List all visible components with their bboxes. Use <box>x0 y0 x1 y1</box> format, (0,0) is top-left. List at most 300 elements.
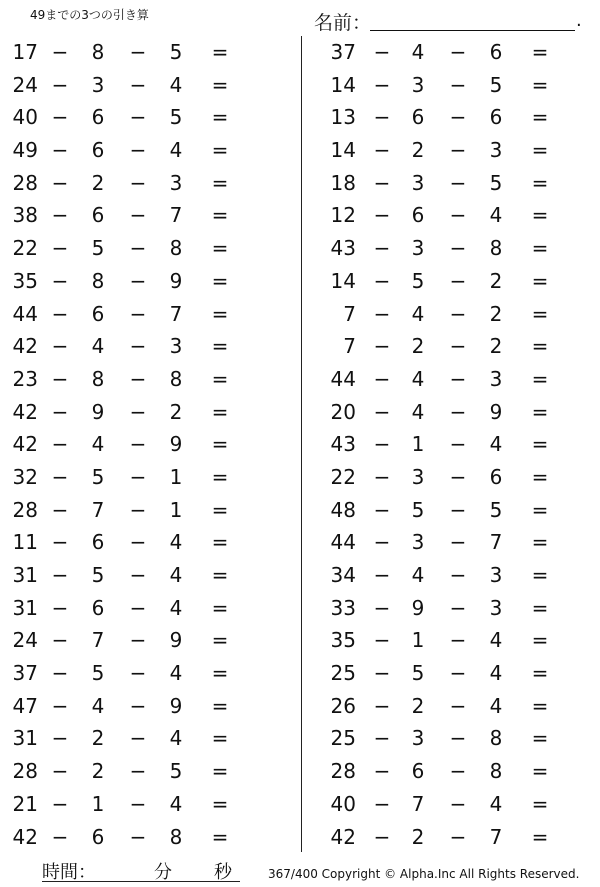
minus-sign: − <box>51 236 69 261</box>
problem-row <box>0 494 280 527</box>
minus-sign: − <box>51 791 69 816</box>
first-number: 40 <box>12 105 38 130</box>
third-number: 4 <box>489 203 503 228</box>
first-number: 43 <box>330 432 356 457</box>
problem-row <box>320 428 600 461</box>
second-number: 5 <box>411 661 425 686</box>
first-number: 7 <box>343 334 356 359</box>
third-number: 7 <box>169 203 183 228</box>
minus-sign: − <box>129 464 147 489</box>
third-number: 9 <box>169 432 183 457</box>
second-number: 3 <box>411 464 425 489</box>
problem-row <box>320 722 600 755</box>
equals-sign: = <box>531 661 549 686</box>
minus-sign: − <box>449 105 467 130</box>
second-number: 6 <box>91 595 105 620</box>
third-number: 9 <box>169 693 183 718</box>
problem-row <box>0 788 280 821</box>
second-number: 4 <box>411 40 425 64</box>
equals-sign: = <box>531 138 549 163</box>
second-number: 5 <box>411 268 425 293</box>
minus-sign: − <box>449 366 467 391</box>
minus-sign: − <box>373 563 391 587</box>
equals-sign: = <box>531 791 549 816</box>
second-number: 6 <box>91 530 105 555</box>
equals-sign: = <box>211 791 229 816</box>
third-number: 9 <box>169 628 183 653</box>
first-number: 37 <box>12 661 38 686</box>
equals-sign: = <box>531 170 549 195</box>
equals-sign: = <box>211 661 229 686</box>
minus-sign: − <box>373 759 391 784</box>
first-number: 49 <box>12 138 38 163</box>
third-number: 8 <box>489 759 503 784</box>
problem-row <box>320 134 600 167</box>
third-number: 8 <box>489 726 503 751</box>
problem-row <box>0 592 280 625</box>
minus-sign: − <box>51 595 69 620</box>
third-number: 8 <box>489 236 503 261</box>
problem-row <box>0 722 280 755</box>
minus-sign: − <box>129 628 147 653</box>
second-number: 3 <box>411 170 425 195</box>
second-number: 4 <box>91 432 105 457</box>
first-number: 38 <box>12 203 38 228</box>
equals-sign: = <box>531 236 549 261</box>
second-number: 2 <box>411 334 425 359</box>
minus-sign: − <box>51 72 69 97</box>
name-label: 名前： <box>314 12 372 34</box>
minus-sign: − <box>51 138 69 163</box>
minus-sign: − <box>449 595 467 620</box>
second-number: 9 <box>411 595 425 620</box>
first-number: 24 <box>12 628 38 653</box>
equals-sign: = <box>531 105 549 130</box>
first-number: 28 <box>330 759 356 784</box>
second-number: 6 <box>91 105 105 130</box>
minus-sign: − <box>51 366 69 391</box>
problem-row <box>0 101 280 134</box>
equals-sign: = <box>211 301 229 326</box>
equals-sign: = <box>211 595 229 620</box>
third-number: 3 <box>169 334 183 359</box>
minutes-label: 分 <box>154 862 172 883</box>
problem-row <box>0 363 280 396</box>
problem-row <box>0 624 280 657</box>
minus-sign: − <box>129 301 147 326</box>
first-number: 47 <box>12 693 38 718</box>
problem-row <box>320 167 600 200</box>
time-underline <box>42 881 240 882</box>
equals-sign: = <box>531 334 549 359</box>
equals-sign: = <box>211 170 229 195</box>
problem-row <box>0 265 280 298</box>
minus-sign: − <box>129 661 147 686</box>
second-number: 6 <box>411 105 425 130</box>
minus-sign: − <box>449 334 467 359</box>
minus-sign: − <box>129 40 147 64</box>
copyright-notice: 367/400 Copyright © Alpha.Inc All Rights Reserved. <box>268 867 580 881</box>
second-number: 3 <box>411 72 425 97</box>
minus-sign: − <box>373 334 391 359</box>
first-number: 25 <box>330 726 356 751</box>
problem-row <box>320 265 600 298</box>
second-number: 5 <box>91 661 105 686</box>
equals-sign: = <box>531 399 549 424</box>
minus-sign: − <box>51 693 69 718</box>
problem-row <box>320 36 600 69</box>
second-number: 7 <box>411 791 425 816</box>
equals-sign: = <box>211 432 229 457</box>
minus-sign: − <box>373 268 391 293</box>
equals-sign: = <box>211 236 229 261</box>
problem-row <box>320 821 600 854</box>
first-number: 20 <box>330 399 356 424</box>
third-number: 3 <box>489 138 503 163</box>
equals-sign: = <box>531 301 549 326</box>
minus-sign: − <box>449 170 467 195</box>
minus-sign: − <box>51 40 69 64</box>
problem-row <box>0 755 280 788</box>
equals-sign: = <box>531 824 549 849</box>
first-number: 48 <box>330 497 356 522</box>
equals-sign: = <box>211 497 229 522</box>
second-number: 6 <box>411 759 425 784</box>
second-number: 2 <box>411 824 425 849</box>
first-number: 22 <box>12 236 38 261</box>
minus-sign: − <box>449 824 467 849</box>
minus-sign: − <box>373 236 391 261</box>
first-number: 32 <box>12 464 38 489</box>
third-number: 6 <box>489 464 503 489</box>
third-number: 4 <box>169 563 183 587</box>
second-number: 2 <box>91 726 105 751</box>
problem-row <box>0 526 280 559</box>
second-number: 5 <box>91 236 105 261</box>
minus-sign: − <box>373 301 391 326</box>
minus-sign: − <box>373 824 391 849</box>
name-end-mark: . <box>576 10 582 31</box>
minus-sign: − <box>51 661 69 686</box>
first-number: 25 <box>330 661 356 686</box>
equals-sign: = <box>531 595 549 620</box>
equals-sign: = <box>531 464 549 489</box>
second-number: 8 <box>91 40 105 64</box>
problem-row <box>320 396 600 429</box>
minus-sign: − <box>129 693 147 718</box>
second-number: 2 <box>411 138 425 163</box>
third-number: 5 <box>489 72 503 97</box>
first-number: 33 <box>330 595 356 620</box>
equals-sign: = <box>211 693 229 718</box>
second-number: 3 <box>411 236 425 261</box>
problem-row <box>320 592 600 625</box>
minus-sign: − <box>449 203 467 228</box>
third-number: 7 <box>169 301 183 326</box>
second-number: 7 <box>91 497 105 522</box>
third-number: 5 <box>169 759 183 784</box>
second-number: 1 <box>411 628 425 653</box>
minus-sign: − <box>373 170 391 195</box>
third-number: 4 <box>169 530 183 555</box>
minus-sign: − <box>373 432 391 457</box>
second-number: 6 <box>91 301 105 326</box>
minus-sign: − <box>51 824 69 849</box>
first-number: 42 <box>12 334 38 359</box>
equals-sign: = <box>211 366 229 391</box>
minus-sign: − <box>449 432 467 457</box>
problem-column-left <box>0 36 280 853</box>
third-number: 5 <box>169 40 183 64</box>
minus-sign: − <box>129 334 147 359</box>
second-number: 5 <box>411 497 425 522</box>
first-number: 14 <box>330 72 356 97</box>
minus-sign: − <box>373 497 391 522</box>
time-label: 時間： <box>42 862 96 883</box>
second-number: 1 <box>91 791 105 816</box>
third-number: 1 <box>169 464 183 489</box>
minus-sign: − <box>373 791 391 816</box>
first-number: 34 <box>330 563 356 587</box>
first-number: 7 <box>343 301 356 326</box>
equals-sign: = <box>211 72 229 97</box>
minus-sign: − <box>373 138 391 163</box>
minus-sign: − <box>449 791 467 816</box>
equals-sign: = <box>531 530 549 555</box>
third-number: 3 <box>169 170 183 195</box>
problem-row <box>0 232 280 265</box>
minus-sign: − <box>449 268 467 293</box>
equals-sign: = <box>211 334 229 359</box>
minus-sign: − <box>373 105 391 130</box>
first-number: 21 <box>12 791 38 816</box>
minus-sign: − <box>129 399 147 424</box>
third-number: 4 <box>489 661 503 686</box>
first-number: 37 <box>330 40 356 64</box>
minus-sign: − <box>129 595 147 620</box>
first-number: 31 <box>12 595 38 620</box>
minus-sign: − <box>373 40 391 64</box>
third-number: 4 <box>489 693 503 718</box>
first-number: 42 <box>330 824 356 849</box>
minus-sign: − <box>373 203 391 228</box>
first-number: 12 <box>330 203 356 228</box>
minus-sign: − <box>373 628 391 653</box>
column-divider <box>301 36 302 852</box>
first-number: 28 <box>12 759 38 784</box>
third-number: 4 <box>169 138 183 163</box>
minus-sign: − <box>129 236 147 261</box>
second-number: 6 <box>91 138 105 163</box>
second-number: 1 <box>411 432 425 457</box>
problem-row <box>320 690 600 723</box>
third-number: 3 <box>489 595 503 620</box>
minus-sign: − <box>449 628 467 653</box>
minus-sign: − <box>449 236 467 261</box>
equals-sign: = <box>211 824 229 849</box>
minus-sign: − <box>449 726 467 751</box>
third-number: 2 <box>489 268 503 293</box>
minus-sign: − <box>51 432 69 457</box>
minus-sign: − <box>129 170 147 195</box>
third-number: 2 <box>169 399 183 424</box>
second-number: 6 <box>91 824 105 849</box>
problem-row <box>0 461 280 494</box>
second-number: 4 <box>411 399 425 424</box>
first-number: 44 <box>330 366 356 391</box>
seconds-label: 秒 <box>214 862 232 883</box>
first-number: 40 <box>330 791 356 816</box>
worksheet-title: 49までの3つの引き算 <box>30 8 149 22</box>
problem-row <box>320 199 600 232</box>
second-number: 8 <box>91 366 105 391</box>
equals-sign: = <box>211 40 229 64</box>
minus-sign: − <box>129 824 147 849</box>
equals-sign: = <box>211 268 229 293</box>
third-number: 5 <box>489 170 503 195</box>
first-number: 31 <box>12 726 38 751</box>
first-number: 28 <box>12 170 38 195</box>
second-number: 8 <box>91 268 105 293</box>
minus-sign: − <box>51 497 69 522</box>
minus-sign: − <box>449 72 467 97</box>
second-number: 3 <box>411 530 425 555</box>
equals-sign: = <box>211 563 229 587</box>
minus-sign: − <box>51 628 69 653</box>
equals-sign: = <box>531 40 549 64</box>
equals-sign: = <box>211 203 229 228</box>
problem-row <box>320 526 600 559</box>
second-number: 4 <box>91 334 105 359</box>
equals-sign: = <box>211 726 229 751</box>
minus-sign: − <box>51 203 69 228</box>
second-number: 3 <box>91 72 105 97</box>
minus-sign: − <box>51 399 69 424</box>
equals-sign: = <box>531 366 549 391</box>
problem-row <box>320 788 600 821</box>
first-number: 44 <box>12 301 38 326</box>
minus-sign: − <box>51 464 69 489</box>
first-number: 35 <box>12 268 38 293</box>
second-number: 3 <box>411 726 425 751</box>
second-number: 5 <box>91 464 105 489</box>
minus-sign: − <box>449 563 467 587</box>
first-number: 11 <box>12 530 38 555</box>
first-number: 26 <box>330 693 356 718</box>
equals-sign: = <box>211 759 229 784</box>
third-number: 5 <box>489 497 503 522</box>
minus-sign: − <box>129 268 147 293</box>
third-number: 7 <box>489 824 503 849</box>
minus-sign: − <box>129 563 147 587</box>
problem-row <box>0 559 280 592</box>
first-number: 42 <box>12 399 38 424</box>
minus-sign: − <box>51 563 69 587</box>
minus-sign: − <box>129 497 147 522</box>
minus-sign: − <box>449 301 467 326</box>
second-number: 4 <box>411 366 425 391</box>
minus-sign: − <box>129 203 147 228</box>
third-number: 4 <box>169 72 183 97</box>
minus-sign: − <box>51 105 69 130</box>
equals-sign: = <box>531 72 549 97</box>
minus-sign: − <box>373 366 391 391</box>
minus-sign: − <box>129 530 147 555</box>
second-number: 7 <box>91 628 105 653</box>
first-number: 31 <box>12 563 38 587</box>
problem-row <box>320 755 600 788</box>
problem-row <box>0 330 280 363</box>
third-number: 4 <box>169 726 183 751</box>
name-field <box>314 6 584 34</box>
third-number: 9 <box>169 268 183 293</box>
first-number: 44 <box>330 530 356 555</box>
second-number: 9 <box>91 399 105 424</box>
equals-sign: = <box>531 628 549 653</box>
second-number: 4 <box>411 563 425 587</box>
third-number: 8 <box>169 236 183 261</box>
third-number: 5 <box>169 105 183 130</box>
first-number: 22 <box>330 464 356 489</box>
second-number: 4 <box>91 693 105 718</box>
third-number: 8 <box>169 366 183 391</box>
problem-row <box>320 330 600 363</box>
problem-row <box>320 559 600 592</box>
equals-sign: = <box>531 693 549 718</box>
problem-row <box>0 396 280 429</box>
third-number: 4 <box>169 791 183 816</box>
equals-sign: = <box>531 497 549 522</box>
minus-sign: − <box>51 726 69 751</box>
first-number: 14 <box>330 268 356 293</box>
equals-sign: = <box>531 432 549 457</box>
minus-sign: − <box>51 530 69 555</box>
third-number: 3 <box>489 366 503 391</box>
second-number: 4 <box>411 301 425 326</box>
first-number: 13 <box>330 105 356 130</box>
minus-sign: − <box>129 366 147 391</box>
problem-row <box>0 821 280 854</box>
minus-sign: − <box>129 791 147 816</box>
third-number: 2 <box>489 334 503 359</box>
third-number: 2 <box>489 301 503 326</box>
third-number: 6 <box>489 105 503 130</box>
problem-row <box>0 199 280 232</box>
problem-row <box>320 624 600 657</box>
problem-row <box>320 232 600 265</box>
problem-row <box>0 134 280 167</box>
equals-sign: = <box>211 530 229 555</box>
minus-sign: − <box>129 105 147 130</box>
second-number: 2 <box>411 693 425 718</box>
minus-sign: − <box>449 464 467 489</box>
minus-sign: − <box>373 693 391 718</box>
first-number: 24 <box>12 72 38 97</box>
third-number: 6 <box>489 40 503 64</box>
first-number: 23 <box>12 366 38 391</box>
equals-sign: = <box>211 399 229 424</box>
minus-sign: − <box>449 530 467 555</box>
minus-sign: − <box>373 726 391 751</box>
minus-sign: − <box>373 595 391 620</box>
minus-sign: − <box>373 661 391 686</box>
name-underline <box>370 30 575 31</box>
problem-row <box>320 101 600 134</box>
problem-column-right <box>320 36 600 853</box>
third-number: 4 <box>489 628 503 653</box>
second-number: 2 <box>91 759 105 784</box>
problem-row <box>0 657 280 690</box>
